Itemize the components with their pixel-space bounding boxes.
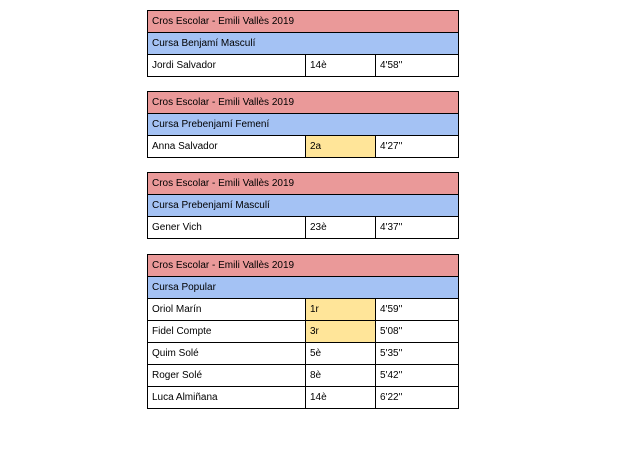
position: 1r — [306, 299, 376, 321]
time: 5'42'' — [376, 365, 459, 387]
time: 5'35'' — [376, 343, 459, 365]
position: 14è — [306, 55, 376, 77]
race-name: Cursa Popular — [148, 277, 459, 299]
race-name: Cursa Prebenjamí Masculí — [148, 195, 459, 217]
time: 4'59'' — [376, 299, 459, 321]
event-title: Cros Escolar - Emili Vallès 2019 — [148, 173, 459, 195]
table-row — [148, 299, 459, 321]
runner-name: Gener Vich — [148, 217, 306, 239]
position: 2a — [306, 136, 376, 158]
event-title: Cros Escolar - Emili Vallès 2019 — [148, 255, 459, 277]
table-row — [148, 365, 459, 387]
event-title: Cros Escolar - Emili Vallès 2019 — [148, 92, 459, 114]
table-row — [148, 217, 459, 239]
runner-name: Anna Salvador — [148, 136, 306, 158]
time: 4'27'' — [376, 136, 459, 158]
runner-name: Quim Solé — [148, 343, 306, 365]
results-table-prebenjami-masculi — [147, 172, 459, 239]
runner-name: Oriol Marín — [148, 299, 306, 321]
time: 5'08'' — [376, 321, 459, 343]
table-row — [148, 55, 459, 77]
event-title: Cros Escolar - Emili Vallès 2019 — [148, 11, 459, 33]
time: 6'22'' — [376, 387, 459, 409]
results-table-popular — [147, 254, 459, 409]
race-name: Cursa Benjamí Masculí — [148, 33, 459, 55]
position: 5è — [306, 343, 376, 365]
results-table-prebenjami-femeni — [147, 91, 459, 158]
table-row — [148, 136, 459, 158]
table-row — [148, 387, 459, 409]
runner-name: Fidel Compte — [148, 321, 306, 343]
runner-name: Roger Solé — [148, 365, 306, 387]
time: 4'58'' — [376, 55, 459, 77]
race-name: Cursa Prebenjamí Femení — [148, 114, 459, 136]
results-table-benjami-masculi — [147, 10, 459, 77]
position: 23è — [306, 217, 376, 239]
position: 8è — [306, 365, 376, 387]
runner-name: Luca Almiñana — [148, 387, 306, 409]
table-row — [148, 321, 459, 343]
runner-name: Jordi Salvador — [148, 55, 306, 77]
time: 4'37'' — [376, 217, 459, 239]
position: 14è — [306, 387, 376, 409]
position: 3r — [306, 321, 376, 343]
table-row — [148, 343, 459, 365]
